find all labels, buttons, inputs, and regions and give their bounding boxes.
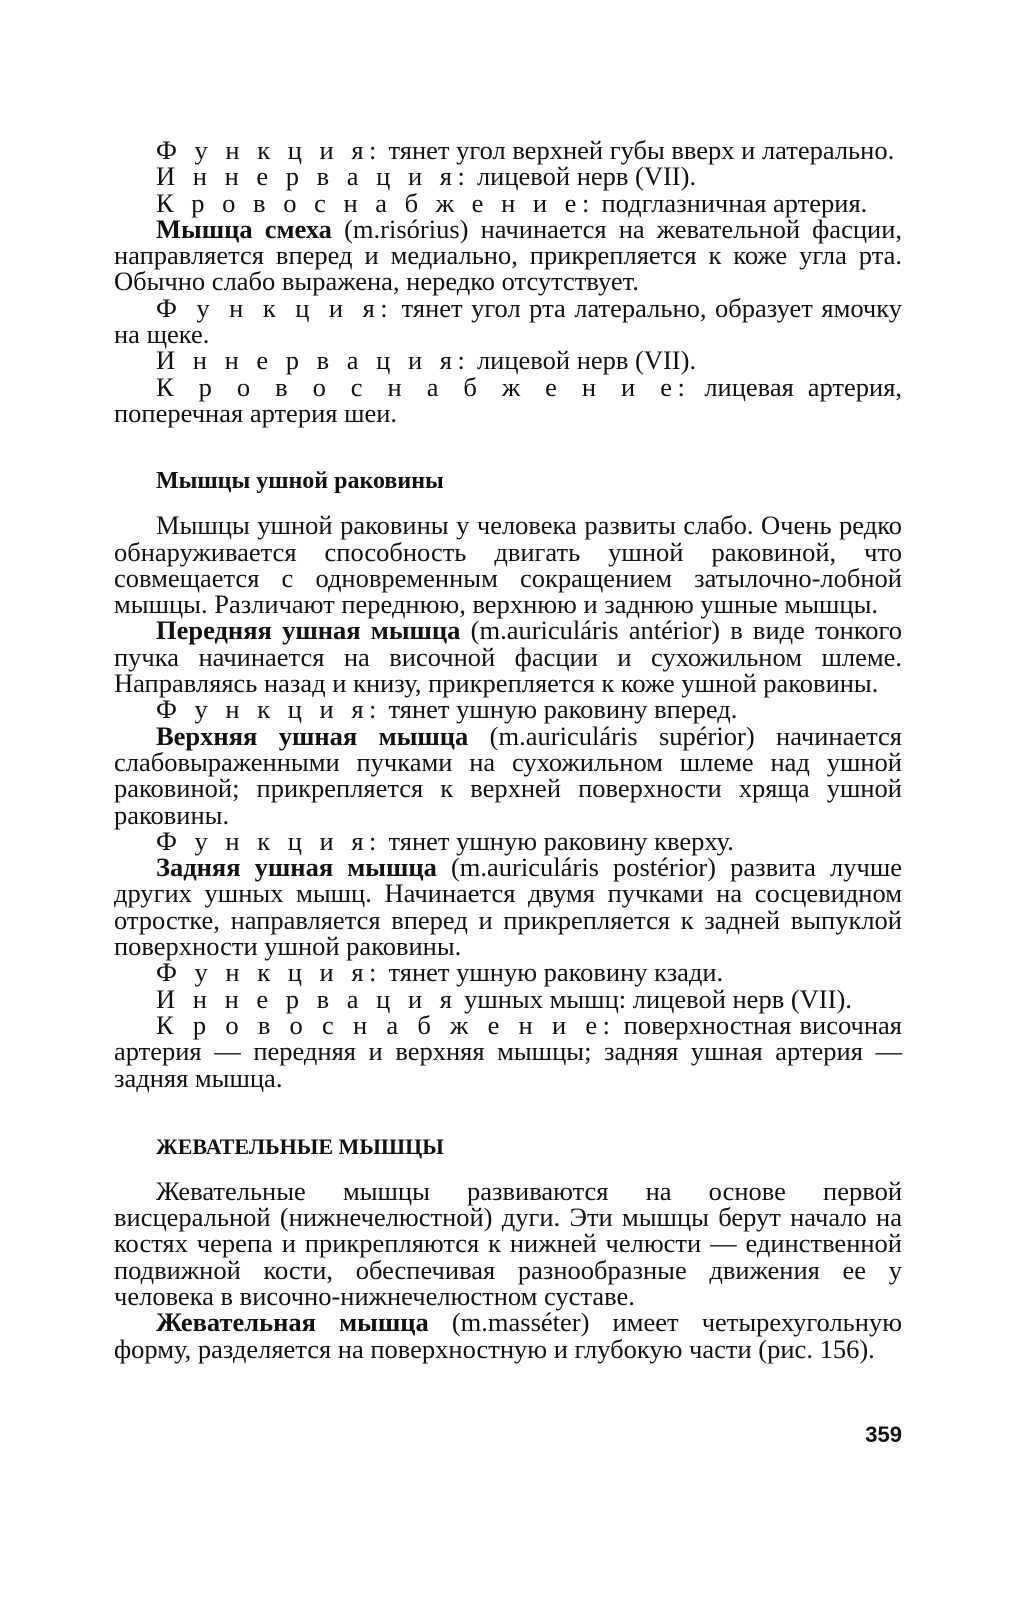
term-label: Ф у н к ц и я: — [156, 957, 382, 988]
term-label: Ф у н к ц и я: — [156, 694, 382, 725]
paragraph-text: (m.auriculáris supérior) начинается слабовыраженными пучками на сухожильном шлеме над ушной раковиной; прикрепляется к верхней поверхности хряща ушной раковины. — [114, 720, 902, 830]
paragraph-text: тянет ушную раковину кзади. — [381, 957, 724, 988]
paragraph — [114, 345, 902, 376]
term-label: И н н е р в а ц и я: — [156, 345, 471, 376]
paragraph-text: лицевой нерв (VII). — [470, 161, 697, 192]
term-label: К р о в о с н а б ж е н и е: — [156, 187, 595, 218]
paragraph-text: лицевая артерия, поперечная артерия шеи. — [114, 371, 903, 428]
muscle-name: Передняя ушная мышца — [156, 615, 461, 646]
paragraph-text: (m.masséter) имеет четырехугольную форму, разделяется на поверхностную и глубокую части (рис. 156). — [114, 1307, 902, 1364]
paragraph-text: тянет угол верхней губы вверх и латерально. — [381, 135, 895, 165]
muscle-name: Мышца смеха — [156, 213, 332, 244]
paragraph-text: подглазничная артерия. — [594, 187, 868, 218]
paragraph — [114, 187, 902, 218]
paragraph — [114, 161, 902, 192]
muscle-name: Задняя ушная мышца — [156, 852, 437, 883]
paragraph — [114, 957, 902, 988]
page-body — [114, 137, 902, 1362]
paragraph-text: тянет угол рта латерально, образует ямочку на щеке. — [114, 292, 902, 350]
chapter-heading: ЖЕВАТЕЛЬНЫЕ МЫШЦЫ — [156, 1133, 444, 1159]
paragraph-text: (m.auriculáris postérior) развита лучше других ушных мышц. Начинается двумя пучками на сосцевидном отростке, направляется вперед и прикрепляется к задней выпуклой поверхности ушной раковины. — [114, 852, 902, 962]
paragraph-text: Жевательные мышцы развиваются на основе первой висцеральной (нижнечелюстной) дуги. Эти мышцы берут начало на костях черепа и прикрепляются к нижней челюсти — единственной подвижной кости, обеспечивая разнообразные движения ее у человека в височно-нижнечелюстном суставе. — [114, 1175, 902, 1311]
term-label: И н н е р в а ц и я — [156, 983, 458, 1014]
paragraph — [114, 292, 902, 350]
paragraph — [114, 371, 903, 428]
paragraph — [114, 1009, 902, 1093]
paragraph — [114, 825, 902, 856]
term-label: Ф у н к ц и я: — [156, 135, 382, 165]
paragraph — [114, 137, 902, 163]
paragraph — [114, 213, 903, 297]
term-label: И н н е р в а ц и я: — [156, 161, 471, 192]
term-label: К р о в о с н а б ж е н и е: — [156, 1009, 616, 1040]
paragraph — [114, 1309, 902, 1362]
paragraph — [114, 694, 902, 725]
paragraph — [114, 510, 902, 620]
muscle-name: Верхняя ушная мышца — [156, 720, 469, 751]
paragraph — [114, 852, 902, 962]
paragraph — [114, 615, 902, 699]
paragraph-text: поверхностная височная артерия — передняя и верхняя мышцы; задняя ушная артерия — задняя мышца. — [114, 1009, 902, 1093]
term-label: К р о в о с н а б ж е н и е: — [156, 371, 691, 402]
page-number: 359 — [865, 1422, 902, 1447]
paragraph-text: тянет ушную раковину вперед. — [381, 694, 738, 725]
paragraph — [114, 983, 902, 1014]
paragraph-text: Мышцы ушной раковины у человека развиты слабо. Очень редко обнаруживается способность двигать ушной раковиной, что совмещается с одновременным сокращением затылочно-лобной мышцы. Различают переднюю, верхнюю и заднюю ушные мышцы. — [114, 510, 902, 620]
paragraph — [114, 1175, 902, 1311]
paragraph — [114, 720, 902, 830]
term-label: Ф у н к ц и я: — [156, 292, 394, 323]
paragraph-text: тянет ушную раковину кверху. — [381, 825, 734, 856]
paragraph-text: (m.risórius) начинается на жевательной фасции, направляется вперед и медиально, прикрепляется к коже угла рта. Обычно слабо выражена, нередко отсутствует. — [114, 213, 903, 297]
paragraph-text: ушных мышц: лицевой нерв (VII). — [457, 983, 852, 1014]
paragraph-text: лицевой нерв (VII). — [470, 345, 697, 376]
section-heading: Мышцы ушной раковины — [156, 468, 444, 495]
term-label: Ф у н к ц и я: — [156, 825, 382, 856]
paragraph-text: (m.auriculáris antérior) в виде тонкого пучка начинается на височной фасции и сухожильном шлеме. Направляясь назад и книзу, прикрепляется к коже ушной раковины. — [114, 615, 902, 699]
muscle-name: Жевательная мышца — [156, 1307, 429, 1338]
